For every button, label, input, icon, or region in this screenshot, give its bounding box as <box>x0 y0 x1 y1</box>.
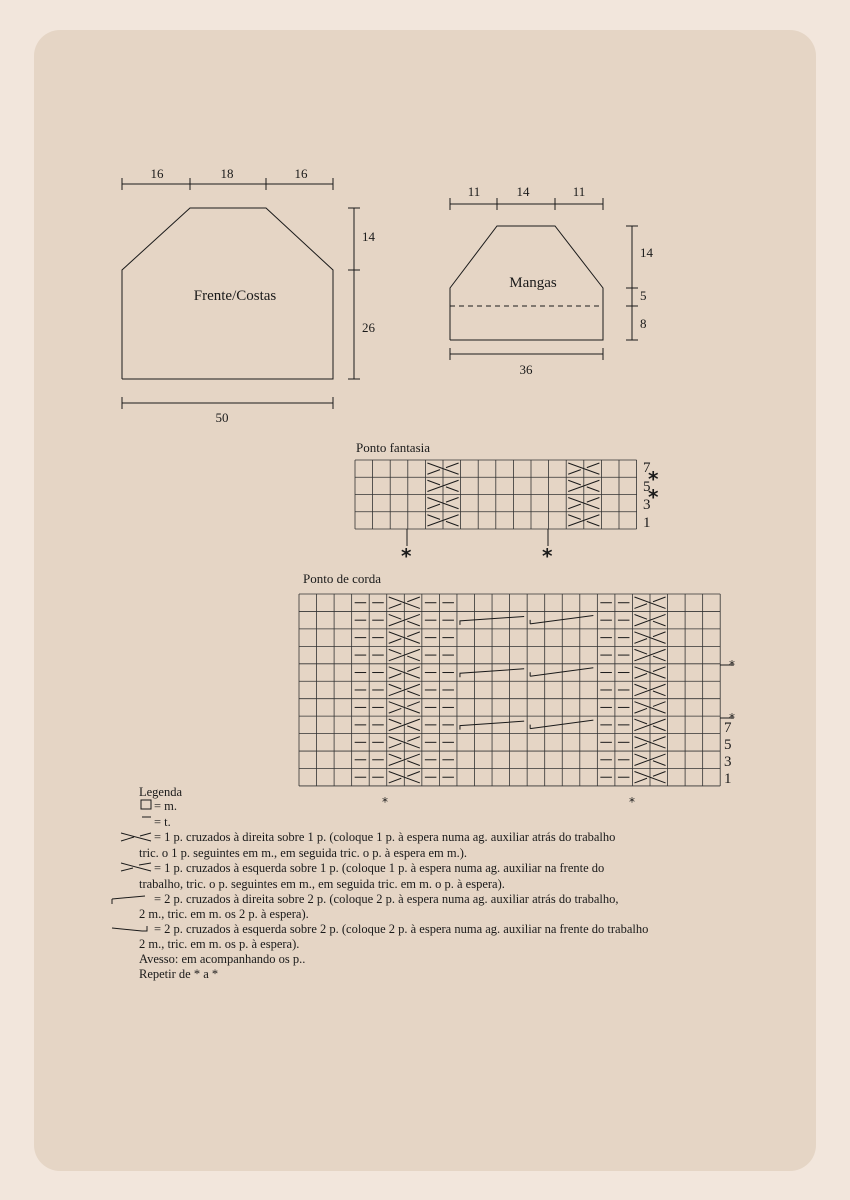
front-top-width-1: 16 <box>150 166 164 181</box>
legend-cross-right-text-cont: tric. o 1 p. seguintes em m., em seguida tric. o p. à espera em m.). <box>139 846 468 860</box>
legend-repeat-text: Repetir de * a * <box>139 967 219 981</box>
cable-left-symbol <box>530 720 593 728</box>
cable-left-symbol <box>530 615 593 623</box>
legend-purl-text: = t. <box>154 815 171 829</box>
front-height-1: 14 <box>362 229 375 244</box>
front-top-width-3: 16 <box>294 166 308 181</box>
legend-cable-left-text: = 2 p. cruzados à esquerda sobre 2 p. (coloque 2 p. à espera numa ag. auxiliar na frente do trabalho <box>154 922 649 936</box>
legend-cross-left-text: = 1 p. cruzados à esquerda sobre 1 p. (coloque 1 p. à espera numa ag. auxiliar na frente do <box>154 861 605 875</box>
front-back-label: Frente/Costas <box>193 288 277 304</box>
legend-symbols <box>112 800 151 931</box>
corda-repeat-star: * <box>729 658 735 672</box>
legend-cable-right-symbol <box>112 896 145 904</box>
sleeve-top-width-1: 11 <box>467 184 481 199</box>
sleeve-height-3: 8 <box>640 316 647 331</box>
legend-wrong-side-text: Avesso: em acompanhando os p.. <box>139 952 306 966</box>
fantasia-repeat-star: * <box>401 544 412 568</box>
fantasia-repeat-star: * <box>542 544 553 568</box>
cable-left-symbol <box>530 668 593 676</box>
corda-row-5: 5 <box>724 737 732 753</box>
fantasia-row-7: 7 <box>643 460 651 476</box>
corda-repeat-star: * <box>729 711 735 725</box>
legend-cable-left-text-cont: 2 m., tric. em m. os p. à espera). <box>139 937 300 951</box>
sleeves-schematic <box>450 184 654 377</box>
ponto-de-corda-symbols <box>355 597 666 783</box>
sleeves-label: Mangas <box>509 275 557 291</box>
ponto-de-corda-chart <box>299 571 735 809</box>
fantasia-row-5: 5 <box>643 479 651 495</box>
legend-cross-left-symbol <box>121 863 151 871</box>
ponto-de-corda-title: Ponto de corda <box>303 571 381 586</box>
legend-cross-right-symbol <box>121 833 151 841</box>
front-height-2: 26 <box>362 320 375 335</box>
sleeve-top-width-2: 14 <box>516 184 530 199</box>
sleeve-height-1: 14 <box>640 245 653 260</box>
corda-row-7: 7 <box>724 720 732 736</box>
ponto-fantasia-chart <box>355 440 659 568</box>
sleeve-top-width-3: 11 <box>572 184 586 199</box>
legend-cable-right-text: = 2 p. cruzados à direita sobre 2 p. (coloque 2 p. à espera numa ag. auxiliar atrás do trabalho, <box>154 892 619 906</box>
legend-cable-right-text-cont: 2 m., tric. em m. os 2 p. à espera). <box>139 907 309 921</box>
legend-title: Legenda <box>139 785 183 799</box>
fantasia-repeat-star: * <box>648 485 659 509</box>
sleeve-bottom-width: 36 <box>519 362 533 377</box>
sleeve-height-2: 5 <box>640 288 647 303</box>
front-bottom-width: 50 <box>215 410 229 425</box>
ponto-fantasia-title: Ponto fantasia <box>356 440 431 455</box>
legend-knit-text: = m. <box>154 799 178 813</box>
fantasia-repeat-star: * <box>648 467 659 491</box>
front-back-schematic <box>122 166 376 425</box>
corda-row-1: 1 <box>724 771 732 787</box>
corda-repeat-star: * <box>382 795 388 809</box>
legend-cross-right-text: = 1 p. cruzados à direita sobre 1 p. (coloque 1 p. à espera numa ag. auxiliar atrás do trabalho <box>154 830 616 844</box>
fantasia-row-3: 3 <box>643 497 651 513</box>
fantasia-row-1: 1 <box>643 515 651 531</box>
legend-cable-left-symbol <box>112 926 147 931</box>
front-top-width-2: 18 <box>220 166 234 181</box>
legend-knit-symbol <box>141 800 151 809</box>
corda-row-3: 3 <box>724 754 732 770</box>
legend-cross-left-text-cont: trabalho, tric. o p. seguintes em m., em seguida tric. em m. o p. à espera). <box>139 877 505 891</box>
corda-repeat-star: * <box>629 795 635 809</box>
ponto-fantasia-grid <box>355 460 637 529</box>
